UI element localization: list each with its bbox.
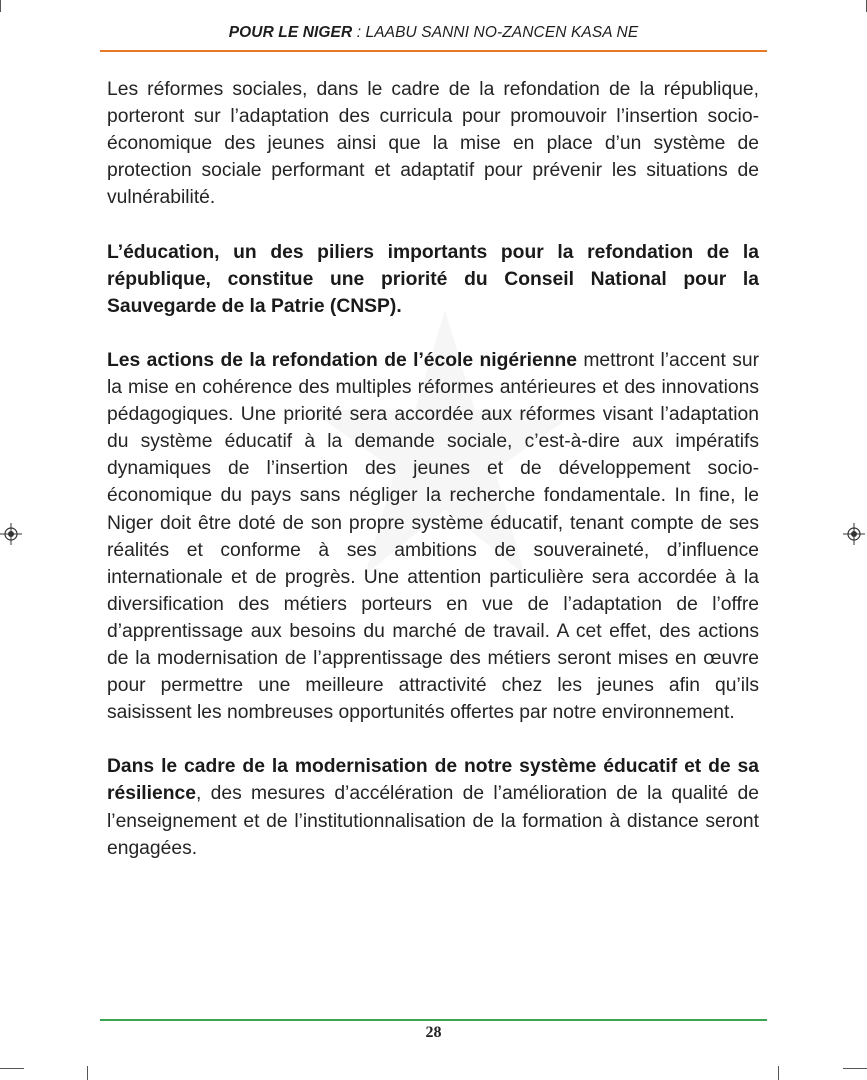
- page-body: [107, 76, 759, 889]
- footer-rule: [100, 1019, 767, 1021]
- paragraph-modernisation-lead: Dans le cadre de la modernisation de notre système éducatif et de sa résilience: [107, 756, 759, 805]
- running-header: [100, 24, 767, 42]
- crop-mark-bottom-right-v: [778, 1066, 779, 1080]
- header-title-bold: POUR LE NIGER: [228, 24, 353, 41]
- paragraph-social-reforms: Les réformes sociales, dans le cadre de la refondation de la république, porteront sur l’adaptation des curricula pour promouvoir l’insertion socio-économique des jeunes ainsi que la mise en place d’un système de protection sociale performant et adaptatif pour prévenir les situations de vulnérabilité.: [107, 79, 759, 209]
- crop-mark-bottom-left-v: [87, 1066, 88, 1080]
- paragraph-education-priority: L’éducation, un des piliers importants pour la refondation de la république, constitue une priorité du Conseil National pour la Sauvegarde de la Patrie (CNSP).: [107, 241, 759, 317]
- header-title-rest: : LAABU SANNI NO-ZANCEN KASA NE: [352, 24, 639, 41]
- crosshair-target-icon: [0, 523, 22, 545]
- paragraph-school-refoundation-text: mettront l’accent sur la mise en cohérence des multiples réformes antérieures et des innovations pédagogiques. Une priorité sera accordée aux réformes visant l’adaptation du système éducatif à la demande sociale, c’est-à-dire aux impératifs dynamiques de l’insertion des jeunes et de développement socio-économique du pays sans négliger la recherche fondamentale. In fine, le Niger doit être doté de son propre système éducatif, tenant compte de ses réalités et conforme à ses ambitions de souveraineté, d’influence internationale et de progrès. Une attention particulière sera accordée à la diversification des métiers porteurs en vue de l’adaptation de l’offre d’apprentissage aux besoins du marché de travail. A cet effet, des actions de la modernisation de l’apprentissage des métiers seront mises en œuvre pour permettre une meilleure attractivité chez les jeunes afin qu’ils saisissent les nombreuses opportunités offertes par notre environnement.: [107, 349, 759, 724]
- header-rule: [100, 50, 767, 52]
- crop-mark-top-left: [0, 0, 1, 12]
- paragraph-modernisation-text: , des mesures d’accélération de l’amélioration de la qualité de l’enseignement et de l’institutionnalisation de la formation à distance seront engagées.: [107, 783, 759, 859]
- paragraph-modernisation: [107, 753, 759, 861]
- crosshair-target-icon: [843, 523, 865, 545]
- paragraph-school-refoundation: [107, 347, 759, 726]
- crop-mark-bottom-right-h: [843, 1068, 867, 1069]
- crop-mark-bottom-left-h: [0, 1068, 24, 1069]
- page-number: 28: [425, 1024, 442, 1041]
- paragraph-school-refoundation-lead: Les actions de la refondation de l’école nigérienne: [107, 349, 577, 371]
